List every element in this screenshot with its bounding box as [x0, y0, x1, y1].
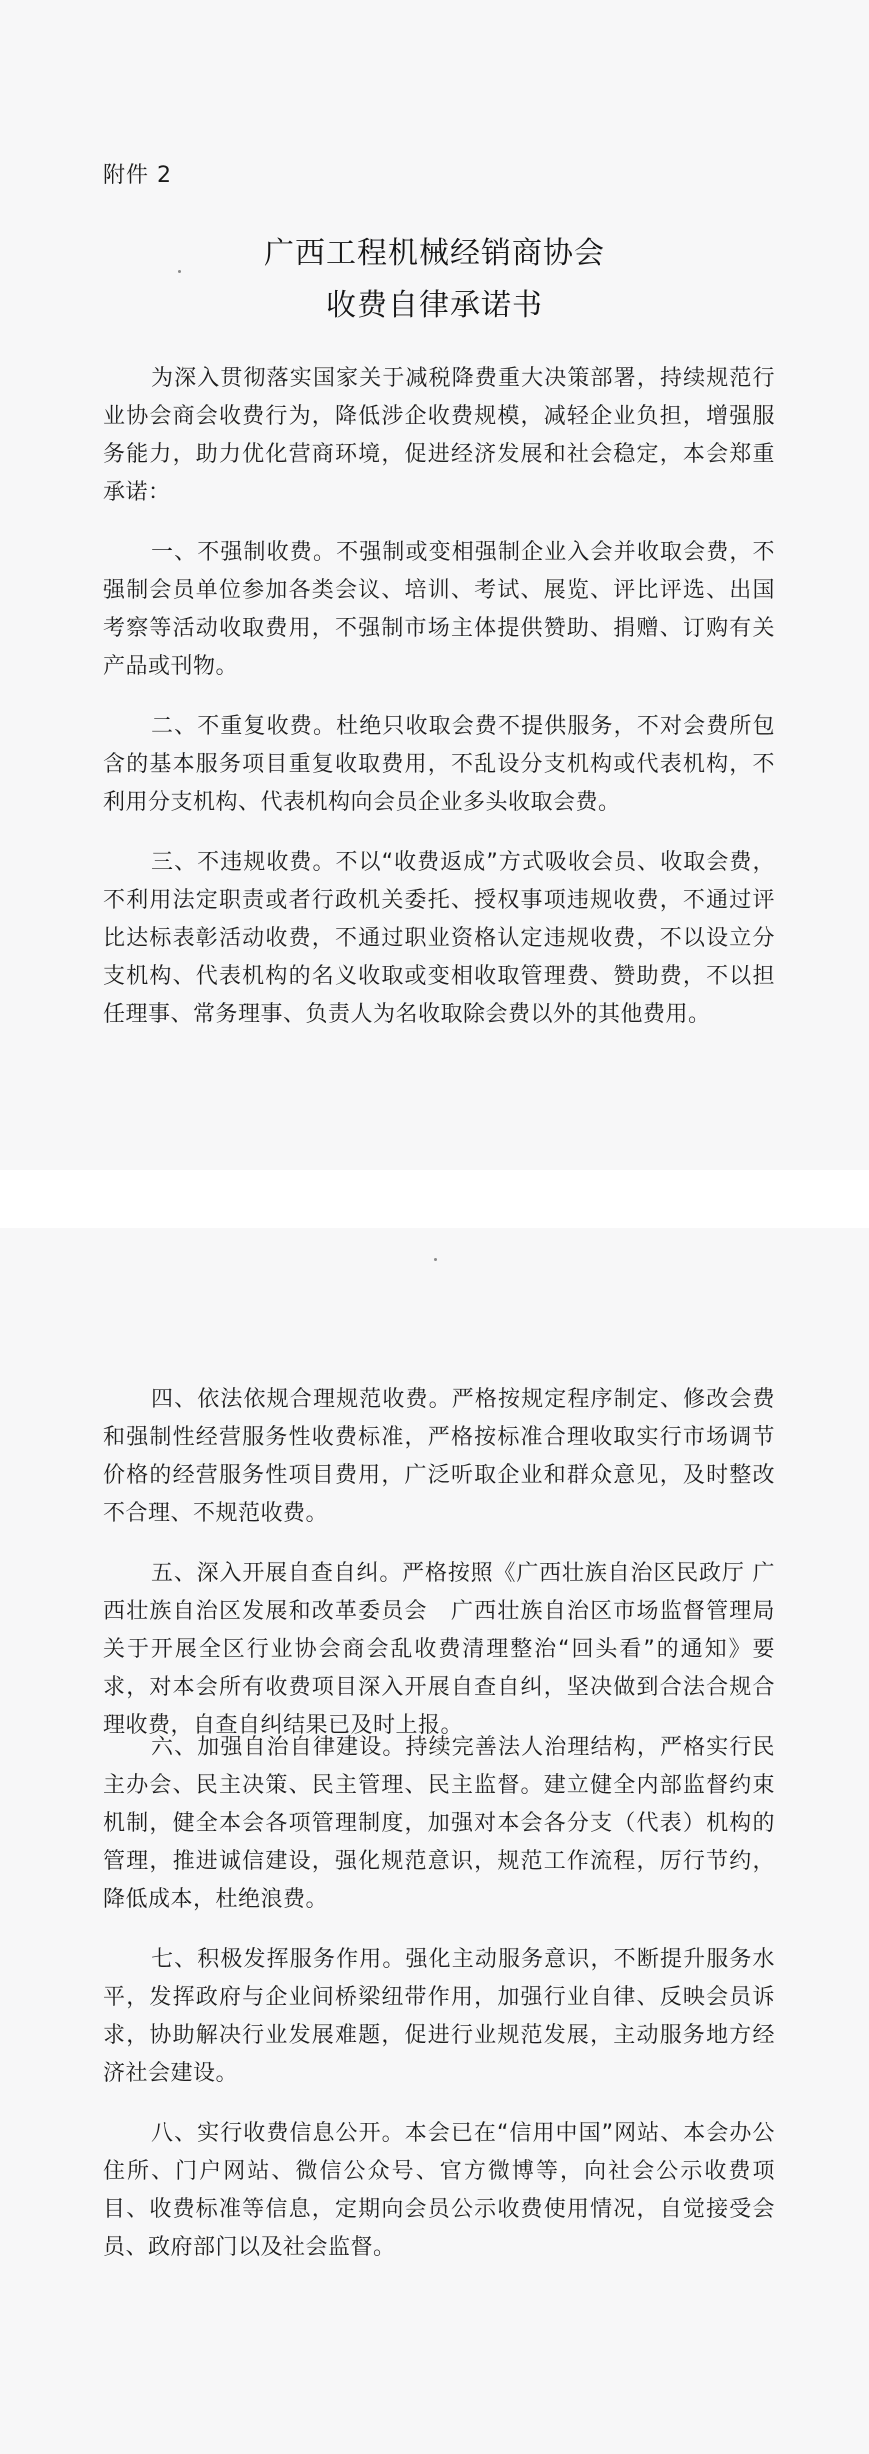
- paragraph-self-inspection: 五、深入开展自查自纠。严格按照《广西壮族自治区民政厅 广西壮族自治区发展和改革委员会 广西壮族自治区市场监督管理局关于开展全区行业协会商会乱收费清理整治“回头看”的通知》要求，对本会所有收费项目深入开展自查自纠，坚决做到合法合规合理收费，自查自纠结果已及时上报。: [103, 1561, 775, 1738]
- document-title-line-1: 广西工程机械经销商协会: [264, 236, 605, 271]
- paragraph-no-illegal-fees: 三、不违规收费。不以“收费返成”方式吸收会员、收取会费，不利用法定职责或者行政机关委托、授权事项违规收费，不通过评比达标表彰活动收费，不通过职业资格认定违规收费，不以设立分支机构、代表机构的名义收取或变相收取管理费、赞助费，不以担任理事、常务理事、负责人为名收取除会费以外的其他费用。: [103, 850, 775, 1027]
- scan-speck: [178, 270, 181, 273]
- page-separator: [0, 1170, 869, 1228]
- attachment-label: 附件 2: [103, 163, 172, 188]
- paragraph-intro: 为深入贯彻落实国家关于减税降费重大决策部署，持续规范行业协会商会收费行为，降低涉企收费规模，减轻企业负担，增强服务能力，助力优化营商环境，促进经济发展和社会稳定，本会郑重承诺：: [103, 366, 775, 505]
- paragraph-service-role: 七、积极发挥服务作用。强化主动服务意识，不断提升服务水平，发挥政府与企业间桥梁纽带作用，加强行业自律、反映会员诉求，协助解决行业发展难题，促进行业规范发展，主动服务地方经济社会建设。: [103, 1947, 775, 2086]
- paragraph-no-forced-fees: 一、不强制收费。不强制或变相强制企业入会并收取会费，不强制会员单位参加各类会议、培训、考试、展览、评比评选、出国考察等活动收取费用，不强制市场主体提供赞助、捐赠、订购有关产品或刊物。: [103, 540, 775, 679]
- document-title-line-2: 收费自律承诺书: [326, 288, 543, 323]
- paragraph-lawful-fees: 四、依法依规合理规范收费。严格按规定程序制定、修改会费和强制性经营服务性收费标准，严格按标准合理收取实行市场调节价格的经营服务性项目费用，广泛听取企业和群众意见，及时整改不合理、不规范收费。: [103, 1387, 775, 1526]
- document-page-1: [0, 0, 869, 1170]
- scan-speck: [434, 1258, 437, 1261]
- paragraph-fee-disclosure: 八、实行收费信息公开。本会已在“信用中国”网站、本会办公住所、门户网站、微信公众号、官方微博等，向社会公示收费项目、收费标准等信息，定期向会员公示收费使用情况，自觉接受会员、政府部门以及社会监督。: [103, 2121, 775, 2260]
- paragraph-no-duplicate-fees: 二、不重复收费。杜绝只收取会费不提供服务，不对会费所包含的基本服务项目重复收取费用，不乱设分支机构或代表机构，不利用分支机构、代表机构向会员企业多头收取会费。: [103, 714, 775, 815]
- paragraph-self-discipline: 六、加强自治自律建设。持续完善法人治理结构，严格实行民主办会、民主决策、民主管理、民主监督。建立健全内部监督约束机制，健全本会各项管理制度，加强对本会各分支（代表）机构的管理，推进诚信建设，强化规范意识，规范工作流程，厉行节约，降低成本，杜绝浪费。: [103, 1735, 775, 1912]
